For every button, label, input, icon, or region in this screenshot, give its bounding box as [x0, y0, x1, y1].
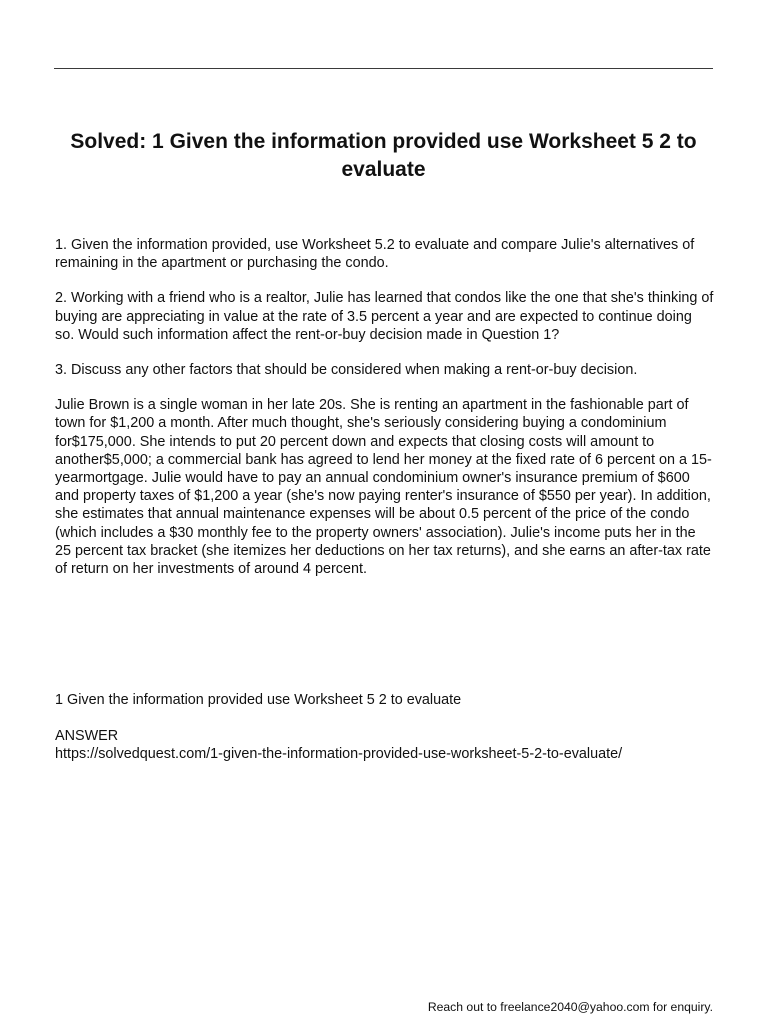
answer-link[interactable]: https://solvedquest.com/1-given-the-information-provided-use-worksheet-5-2-to-evaluate/ [55, 746, 623, 763]
answer-label: ANSWER [55, 728, 119, 745]
reference-title: 1 Given the information provided use Worksheet 5 2 to evaluate [55, 692, 462, 708]
case-description: Julie Brown is a single woman in her late 20s. She is renting an apartment in the fashionable part of town for $1,200 a month. After much thought, she's seriously considering buying a condominium for$175,000. She intends to put 20 percent down and expects that closing costs will amount to another$5,000; a commercial bank has agreed to lend her money at the fixed rate of 6 percent on a 15-yearmortgage. Julie would have to pay an annual condominium owner's insurance premium of $600 and property taxes of $1,200 a year (she's now paying renter's insurance of $550 per year). In addition, she estimates that annual maintenance expenses will be about 0.5 percent of the price of the condo (which includes a $30 monthly fee to the property owners' association). Julie's income puts her in the 25 percent tax bracket (she itemizes her deductions on her tax returns), and she earns an after-tax rate of return on her investments of around 4 percent. [55, 397, 712, 578]
question-1: 1. Given the information provided, use Worksheet 5.2 to evaluate and compare Julie's alternatives of remaining in the apartment or purchasing the condo. [55, 237, 695, 272]
question-2: 2. Working with a friend who is a realtor, Julie has learned that condos like the one that she's thinking of buying are appreciating in value at the rate of 3.5 percent a year and are expected to continue doing so. Would such information affect the rent-or-buy decision made in Question 1? [55, 290, 714, 343]
answer-block [55, 691, 715, 764]
question-body [55, 236, 715, 595]
header-divider [54, 68, 713, 69]
page-title: Solved: 1 Given the information provided use Worksheet 5 2 to evaluate [70, 130, 697, 181]
question-3: 3. Discuss any other factors that should be considered when making a rent-or-buy decision. [55, 362, 638, 379]
footer-contact: Reach out to freelance2040@yahoo.com for enquiry. [427, 1000, 713, 1014]
